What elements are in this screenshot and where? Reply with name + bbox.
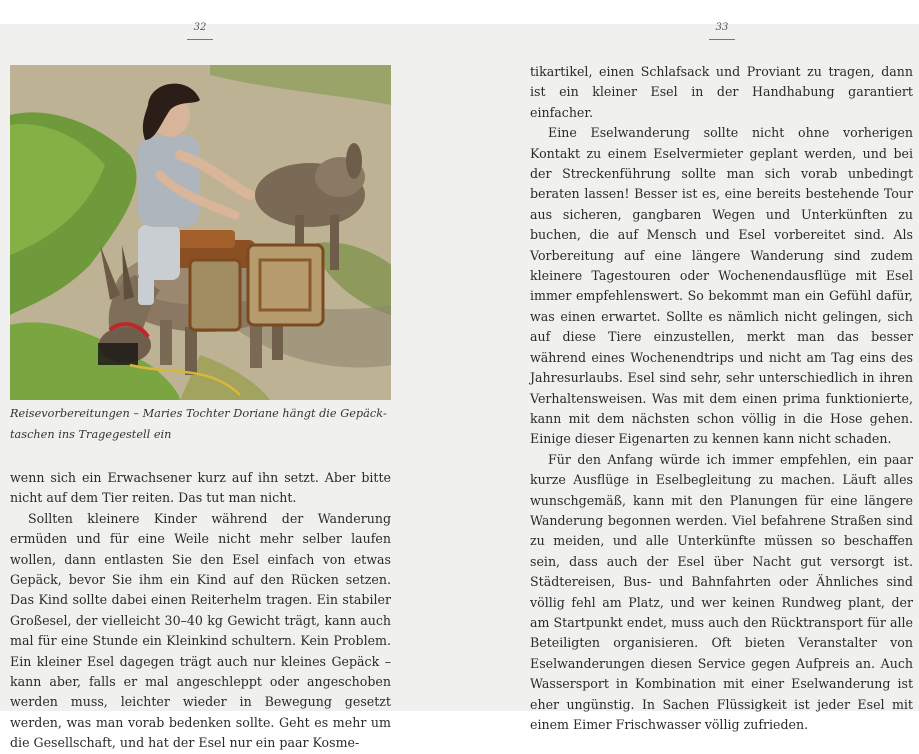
- page-number-left: 32: [193, 22, 207, 33]
- page-number-rule-left: [187, 39, 213, 40]
- photo-caption: Reisevorbereitungen – Maries Tochter Doriane hängt die Gepäcktaschen ins Tragegestell ein: [10, 407, 387, 441]
- paragraph: Eine Eselwanderung sollte nicht ohne vorherigen Kontakt zu einem Eselvermieter geplant werden, und bei der Streckenführung sollte man sich vorab unbedingt beraten lassen! Besser ist es, eine bereits bestehende Tour aus sicheren, gangbaren Wegen und Unterkünften zu buchen, die auf Mensch und Esel vorbereitet sind. Als Vorbereitung auf eine längere Wanderung sind zudem kleinere Tagestouren oder Wochenendausflüge mit Esel immer empfehlenswert. So bekommt man ein Gefühl dafür, was einen erwartet. Sollte es nämlich nicht gelingen, sich auf diese Tiere einzustellen, merkt man das besser während eines Wochenendtrips und nicht am Tag eins des Jahresurlaubs. Esel sind sehr, sehr unterschiedlich in ihren Verhaltensweisen. Was mit dem einen prima funktionierte, kann mit dem nächsten schon völlig in die Hose gehen. Einige dieser Eigenarten zu kennen kann nicht schaden.: [530, 125, 913, 447]
- left-page-text: [10, 468, 391, 754]
- book-spread: [0, 22, 919, 751]
- paragraph: Sollten kleinere Kinder während der Wanderung ermüden und für eine Weile nicht mehr selber laufen wollen, dann entlasten Sie den Esel einfach von etwas Gepäck, bevor Sie ihm ein Kind auf den Rücken setzen. Das Kind sollte dabei einen Reiterhelm tragen. Ein stabiler Großesel, der vielleicht 30–40 kg Gewicht trägt, kann auch mal für eine Stunde ein Kleinkind schultern. Kein Problem. Ein kleiner Esel dagegen trägt auch nur kleines Gepäck – kann aber, falls er mal angeschleppt oder angeschoben werden muss, leichter wieder in Bewegung gesetzt werden, was man vorab bedenken sollte. Geht es mehr um die Gesellschaft, und hat der Esel nur ein paar Kosme-: [10, 510, 391, 751]
- paragraph: tikartikel, einen Schlafsack und Proviant zu tragen, dann ist ein kleiner Esel in der Handhabung garantiert einfacher.: [530, 64, 913, 120]
- page-number-rule-right: [709, 39, 735, 40]
- right-page-text: [530, 62, 913, 735]
- paragraph: Für den Anfang würde ich immer empfehlen, ein paar kurze Ausflüge in Eselbegleitung zu machen. Läuft alles wunschgemäß, kann mit den Planungen für eine längere Wanderung begonnen werden. Viel befahrene Straßen sind zu meiden, und alle Unterkünfte müssen so beschaffen sein, dass auch der Esel über Nacht gut versorgt ist. Städtereisen, Bus- und Bahnfahrten oder Ähnliches sind völlig fehl am Platz, und wer keinen Rundweg plant, der am Startpunkt endet, muss auch den Rücktransport für alle Beteiligten organisieren. Oft bieten Veranstalter von Eselwanderungen diesen Service gegen Aufpreis an. Auch Wassersport in Kombination mit einer Eselwanderung ist eher ungünstig. In Sachen Flüssigkeit ist jeder Esel mit einem Eimer Frischwasser völlig zufrieden.: [530, 451, 913, 732]
- paragraph: wenn sich ein Erwachsener kurz auf ihn setzt. Aber bitte nicht auf dem Tier reiten. Das tut man nicht.: [10, 470, 391, 506]
- page-number-right: 33: [715, 22, 729, 33]
- photo-donkey-packing: [10, 65, 391, 400]
